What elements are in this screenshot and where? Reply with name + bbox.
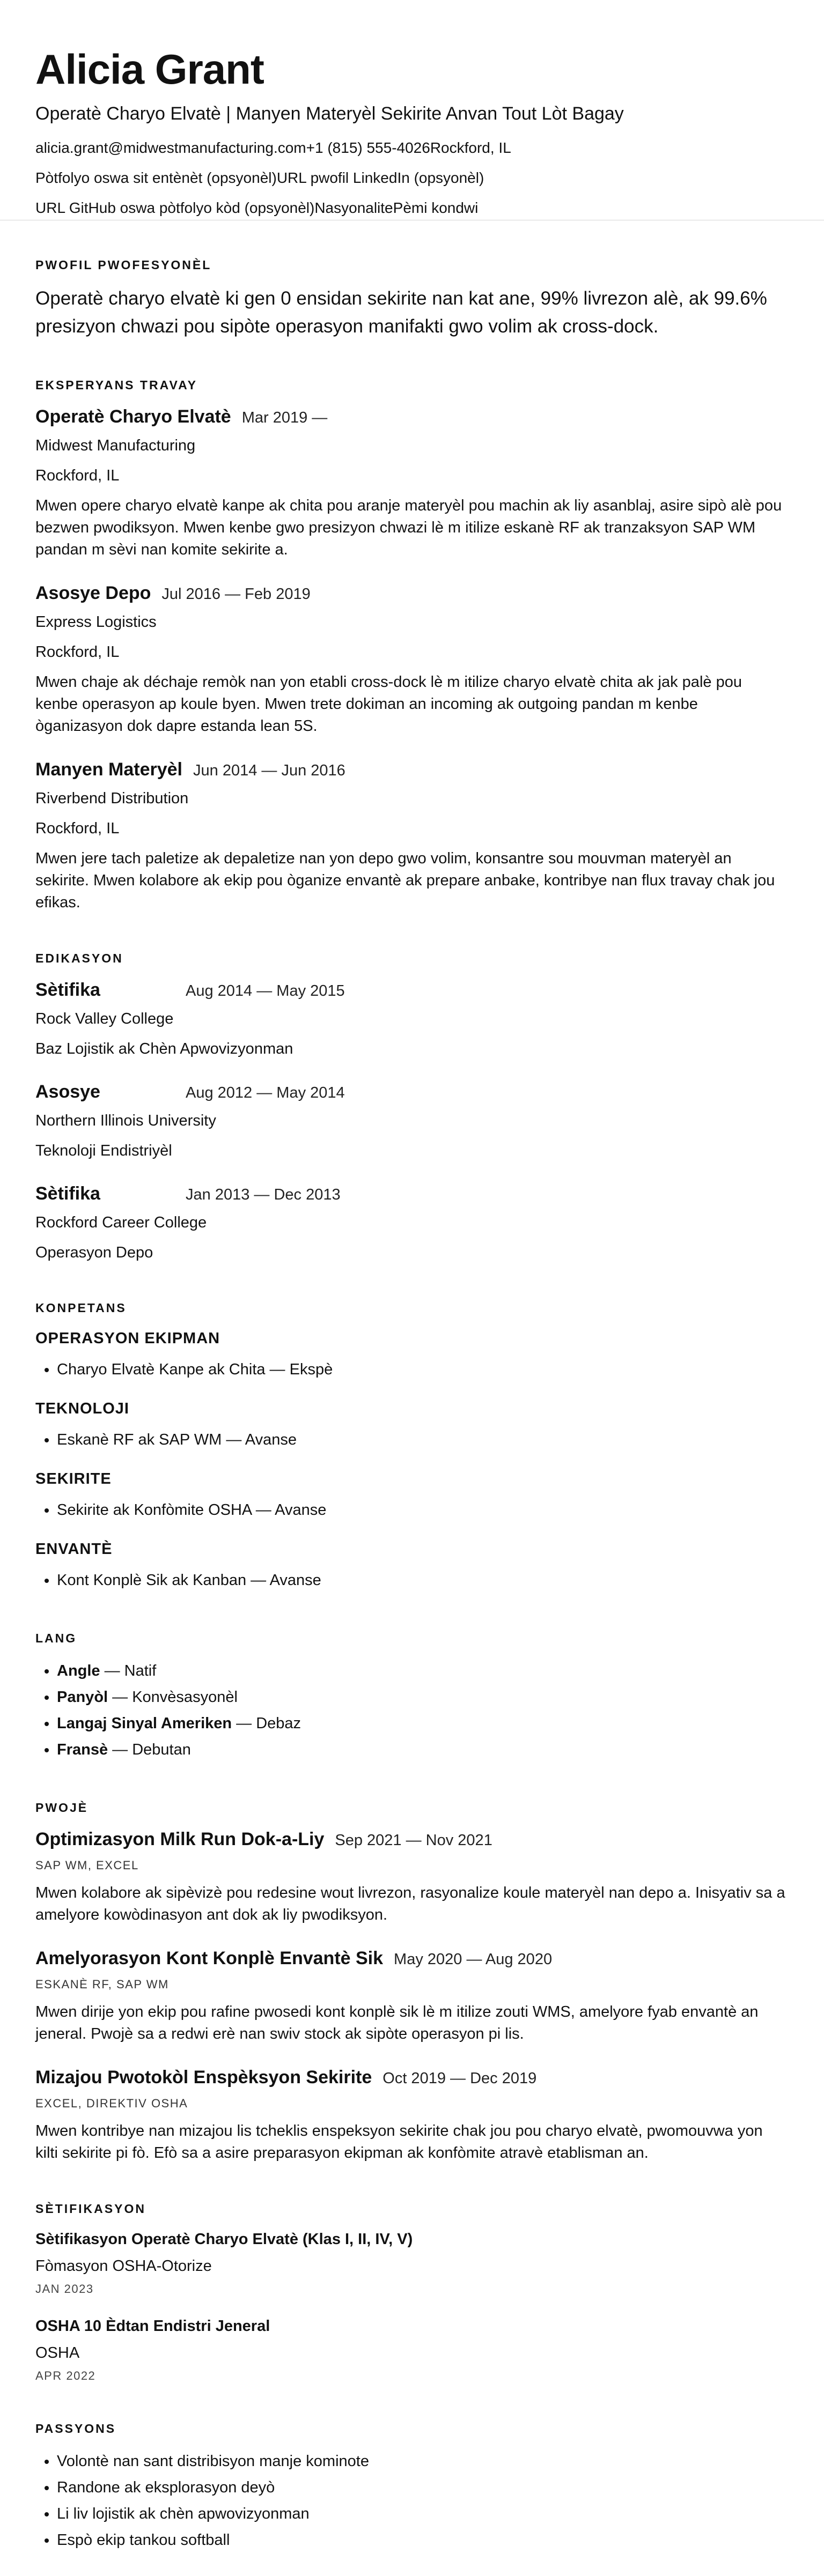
skill-list	[35, 1357, 789, 1383]
degree-title: Asosye	[35, 1082, 100, 1102]
section-title-projects: PWOJÈ	[35, 1801, 89, 1815]
project-head	[35, 2066, 789, 2090]
education-entry	[35, 978, 789, 1060]
skill-item: • Eskanè RF ak SAP WM — Avanse	[57, 1427, 789, 1453]
hobby-item: • Randone ak eksplorasyon deyò	[57, 2475, 789, 2501]
contact-location: Rockford, IL	[430, 139, 511, 156]
language-item	[57, 1711, 789, 1737]
section-title-profile: PWOFIL PWOFESYONÈL	[35, 258, 212, 272]
project-entry	[35, 1827, 789, 1926]
education-head	[35, 1080, 789, 1105]
hobby-item: • Espò ekip tankou softball	[57, 2527, 789, 2553]
language-level: — Konvèsasyonèl	[108, 1689, 238, 1706]
projects-section	[35, 1800, 789, 2164]
section-title-experience: EKSPERYANS TRAVAY	[35, 378, 197, 392]
job-location: Rockford, IL	[35, 820, 120, 837]
certification-issuer: Fòmasyon OSHA-Otorize	[35, 2257, 212, 2275]
degree-title: Sètifika	[35, 980, 100, 1000]
skill-item: • Kont Konplè Sik ak Kanban — Avanse	[57, 1567, 789, 1594]
hobby-item: • Li liv lojistik ak chèn apwovizyonman	[57, 2501, 789, 2527]
permit-label: Pèmi kondwi	[393, 199, 479, 216]
study-field: Baz Lojistik ak Chèn Apwovizyonman	[35, 1040, 293, 1057]
portfolio-link[interactable]: Pòtfolyo oswa sit entènèt (opsyonèl)	[35, 169, 277, 186]
profile-section	[35, 257, 789, 340]
certification-issuer: OSHA	[35, 2344, 80, 2362]
project-tech: EXCEL, DIREKTIV OSHA	[35, 2097, 188, 2110]
job-location: Rockford, IL	[35, 643, 120, 661]
study-field: Teknoloji Endistriyèl	[35, 1142, 172, 1159]
school-name: Northern Illinois University	[35, 1112, 216, 1129]
job-description: Mwen opere charyo elvatè kanpe ak chita pou aranje materyèl pou machin ak liy asanblaj, asire sipò alè pou bezwen pwodiksyon. Mwen kenbe gwo presizyon chwazi lè m itilize eskanè RF ak tranzaksyon SAP WM pandan m sèvi nan komite sekirite a.	[35, 497, 782, 558]
section-title-hobbies: PASSYONS	[35, 2422, 116, 2436]
experience-section	[35, 377, 789, 914]
profile-summary: Operatè charyo elvatè ki gen 0 ensidan sekirite nan kat ane, 99% livrezon alè, ak 99.6% presizyon chwazi pou sipòte operasyon manifakti gwo volim ak cross-dock.	[35, 288, 767, 337]
certification-name: OSHA 10 Èdtan Endistri Jeneral	[35, 2318, 270, 2335]
language-item	[57, 1737, 789, 1763]
experience-entry	[35, 758, 789, 914]
job-company: Express Logistics	[35, 613, 157, 631]
job-title: Manyen Materyèl	[35, 759, 182, 780]
project-tech: ESKANÈ RF, SAP WM	[35, 1978, 169, 1991]
job-title: Operatè Charyo Elvatè	[35, 406, 231, 427]
language-name: Fransè	[57, 1741, 108, 1758]
education-entry	[35, 1080, 789, 1161]
project-tech: SAP WM, EXCEL	[35, 1859, 139, 1872]
contact-row-primary	[35, 137, 789, 159]
project-description: Mwen kontribye nan mizajou lis tcheklis enspeksyon sekirite chak jou pou charyo elvatè, pwomouvwa yon kilti sekirite pi fò. Efò sa a asire preparasyon ekipman ak konfòmite atravè etablisman an.	[35, 2122, 763, 2162]
skill-category: SEKIRITE	[35, 1470, 112, 1487]
education-section	[35, 950, 789, 1263]
candidate-headline: Operatè Charyo Elvatè | Manyen Materyèl Sekirite Anvan Tout Lòt Bagay	[35, 103, 624, 124]
project-title: Mizajou Pwotokòl Enspèksyon Sekirite	[35, 2067, 372, 2088]
section-title-languages: LANG	[35, 1631, 77, 1645]
section-title-skills: KONPETANS	[35, 1301, 127, 1315]
language-item	[57, 1658, 789, 1684]
contact-row-links	[35, 167, 789, 189]
education-head	[35, 978, 789, 1003]
project-head	[35, 1946, 789, 1971]
language-level: — Debaz	[232, 1715, 301, 1732]
language-name: Panyòl	[57, 1689, 108, 1706]
project-head	[35, 1827, 789, 1852]
hobby-list	[35, 2448, 789, 2553]
resume-body	[0, 257, 824, 2553]
experience-head	[35, 405, 789, 430]
skill-category: OPERASYON EKIPMAN	[35, 1330, 220, 1347]
project-title: Optimizasyon Milk Run Dok-a-Liy	[35, 1829, 325, 1849]
project-title: Amelyorasyon Kont Konplè Envantè Sik	[35, 1948, 384, 1968]
skill-item: • Sekirite ak Konfòmite OSHA — Avanse	[57, 1497, 789, 1523]
job-title: Asosye Depo	[35, 583, 151, 603]
section-title-certifications: SÈTIFIKASYON	[35, 2202, 146, 2216]
project-entry	[35, 2066, 789, 2164]
job-dates: Jul 2016 — Feb 2019	[161, 586, 311, 603]
education-dates: Aug 2012 — May 2014	[186, 1084, 345, 1101]
contact-phone[interactable]: +1 (815) 555-4026	[306, 139, 430, 156]
degree-title: Sètifika	[35, 1183, 100, 1204]
certification-date: APR 2022	[35, 2369, 96, 2382]
job-description: Mwen chaje ak déchaje remòk nan yon etabli cross-dock lè m itilize charyo elvatè chita ak jak palè pou kenbe operasyon ap koule byen. Mwen trete dokiman an incoming ak outgoing pandan m kenbe òganizasyon dok dapre estanda lean 5S.	[35, 673, 742, 735]
study-field: Operasyon Depo	[35, 1244, 153, 1261]
contact-row-extra	[35, 197, 789, 219]
project-entry	[35, 1946, 789, 2045]
language-item	[57, 1684, 789, 1711]
education-dates: Jan 2013 — Dec 2013	[186, 1186, 341, 1203]
skill-category: ENVANTÈ	[35, 1541, 113, 1558]
hobby-item: • Volontè nan sant distribisyon manje kominote	[57, 2448, 789, 2475]
project-dates: May 2020 — Aug 2020	[394, 1951, 553, 1968]
language-level: — Debutan	[108, 1741, 191, 1758]
certification-name: Sètifikasyon Operatè Charyo Elvatè (Klas I, II, IV, V)	[35, 2231, 413, 2248]
certification-entry	[35, 2315, 789, 2384]
linkedin-link[interactable]: URL pwofil LinkedIn (opsyonèl)	[276, 169, 484, 186]
language-list	[35, 1658, 789, 1763]
skill-list	[35, 1427, 789, 1453]
education-entry	[35, 1182, 789, 1263]
languages-section	[35, 1630, 789, 1763]
language-level: — Natif	[100, 1662, 157, 1679]
experience-head	[35, 758, 789, 782]
skills-section	[35, 1300, 789, 1594]
experience-head	[35, 581, 789, 606]
job-location: Rockford, IL	[35, 467, 120, 484]
language-name: Angle	[57, 1662, 100, 1679]
contact-email[interactable]: alicia.grant@midwestmanufacturing.com	[35, 139, 306, 156]
skill-item: • Charyo Elvatè Kanpe ak Chita — Ekspè	[57, 1357, 789, 1383]
job-description: Mwen jere tach paletize ak depaletize nan yon depo gwo volim, konsantre sou mouvman materyèl an sekirite. Mwen kolabore ak ekip pou òganize envantè ak prepare anbake, kontribye nan flux travay chak jou efikas.	[35, 850, 775, 911]
resume-header	[0, 0, 824, 219]
school-name: Rockford Career College	[35, 1214, 207, 1231]
skill-list	[35, 1567, 789, 1594]
candidate-name: Alicia Grant	[35, 46, 264, 93]
experience-entry	[35, 405, 789, 561]
certification-entry	[35, 2229, 789, 2297]
project-dates: Sep 2021 — Nov 2021	[335, 1832, 492, 1849]
skill-category: TEKNOLOJI	[35, 1400, 129, 1417]
project-description: Mwen dirije yon ekip pou rafine pwosedi kont konplè sik lè m itilize zouti WMS, amelyore fyab envantè an jeneral. Pwojè sa a redwi erè nan swiv stock ak sipòte operasyon pi lis.	[35, 2003, 759, 2042]
education-head	[35, 1182, 789, 1206]
section-title-education: EDIKASYON	[35, 951, 123, 965]
language-name: Langaj Sinyal Ameriken	[57, 1715, 232, 1732]
project-description: Mwen kolabore ak sipèvizè pou redesine wout livrezon, rasyonalize koule materyèl nan depo a. Inisyativ sa a amelyore kowòdinasyon ant dok ak liy pwodiksyon.	[35, 1884, 785, 1923]
job-company: Riverbend Distribution	[35, 790, 189, 807]
skill-list	[35, 1497, 789, 1523]
job-company: Midwest Manufacturing	[35, 437, 196, 454]
job-dates: Jun 2014 — Jun 2016	[193, 762, 345, 779]
school-name: Rock Valley College	[35, 1010, 174, 1027]
github-link[interactable]: URL GitHub oswa pòtfolyo kòd (opsyonèl)	[35, 199, 315, 216]
certifications-section	[35, 2201, 789, 2384]
education-dates: Aug 2014 — May 2015	[186, 982, 345, 1000]
job-dates: Mar 2019 —	[241, 409, 328, 426]
hobbies-section	[35, 2420, 789, 2553]
project-dates: Oct 2019 — Dec 2019	[382, 2070, 537, 2087]
certification-date: JAN 2023	[35, 2282, 94, 2296]
nationality-label: Nasyonalite	[314, 199, 393, 216]
experience-entry	[35, 581, 789, 737]
